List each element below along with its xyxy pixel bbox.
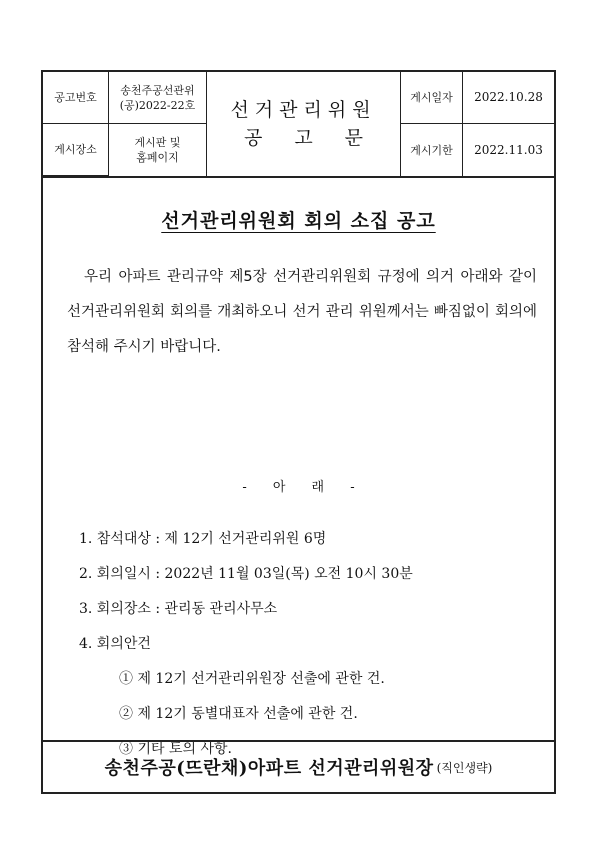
header-table [43,72,554,176]
document-title-text: 선거관리위원회 회의 소집 공고 [161,210,436,232]
post-date-value: 2022.10.28 [463,72,554,124]
deadline-value: 2022.11.03 [474,142,543,157]
place-value-line2: 홈페이지 [136,151,179,164]
footer [43,742,554,792]
notice-number-value-line2: (공)2022-22호 [119,98,196,112]
seal-note: (직인생략) [436,760,493,775]
post-date-label: 게시일자 [401,72,463,124]
notice-body [43,178,554,757]
agenda-item-2: ② 제 12기 동별대표자 선출에 관한 건. [119,706,358,722]
place-value-line1: 게시판 및 [134,136,181,149]
note-heading: - 아 래 - [242,480,355,495]
item-attendees: 1. 참석대상 : 제 12기 선거관리위원 6명 [79,531,327,547]
place-value [109,124,207,176]
intro-paragraph: 우리 아파트 관리규약 제5장 선거관리위원회 규정에 의거 아래와 같이 선거관리위원회 회의를 개최하오니 선거 관리 위원께서는 빠짐없이 회의에 참석해 주시기 바랍니다. [67,269,537,355]
signature: 송천주공(뜨란채)아파트 선거관리위원장 [104,758,434,779]
notice-number-label: 공고번호 [43,72,109,124]
header-title [207,72,401,176]
document-title [43,206,554,233]
notice-number-value [109,72,207,124]
item-datetime: 2. 회의일시 : 2022년 11월 03일(목) 오전 10시 30분 [79,566,413,582]
item-agenda: 4. 회의안건 [79,636,151,652]
title-line-2: 공고문 [243,127,396,149]
notice-number-value-line1: 송천주공선관위 [120,83,195,97]
agenda-item-1: ① 제 12기 선거관리위원장 선출에 관한 건. [119,671,385,687]
item-location: 3. 회의장소 : 관리동 관리사무소 [79,601,278,617]
place-label: 게시장소 [43,124,109,176]
deadline-label: 게시기한 [401,124,463,176]
notice-frame [41,70,556,794]
agenda-item-3: ③ 기타 토의 사항. [119,741,232,757]
title-line-1: 선거관리위원 [230,99,377,121]
